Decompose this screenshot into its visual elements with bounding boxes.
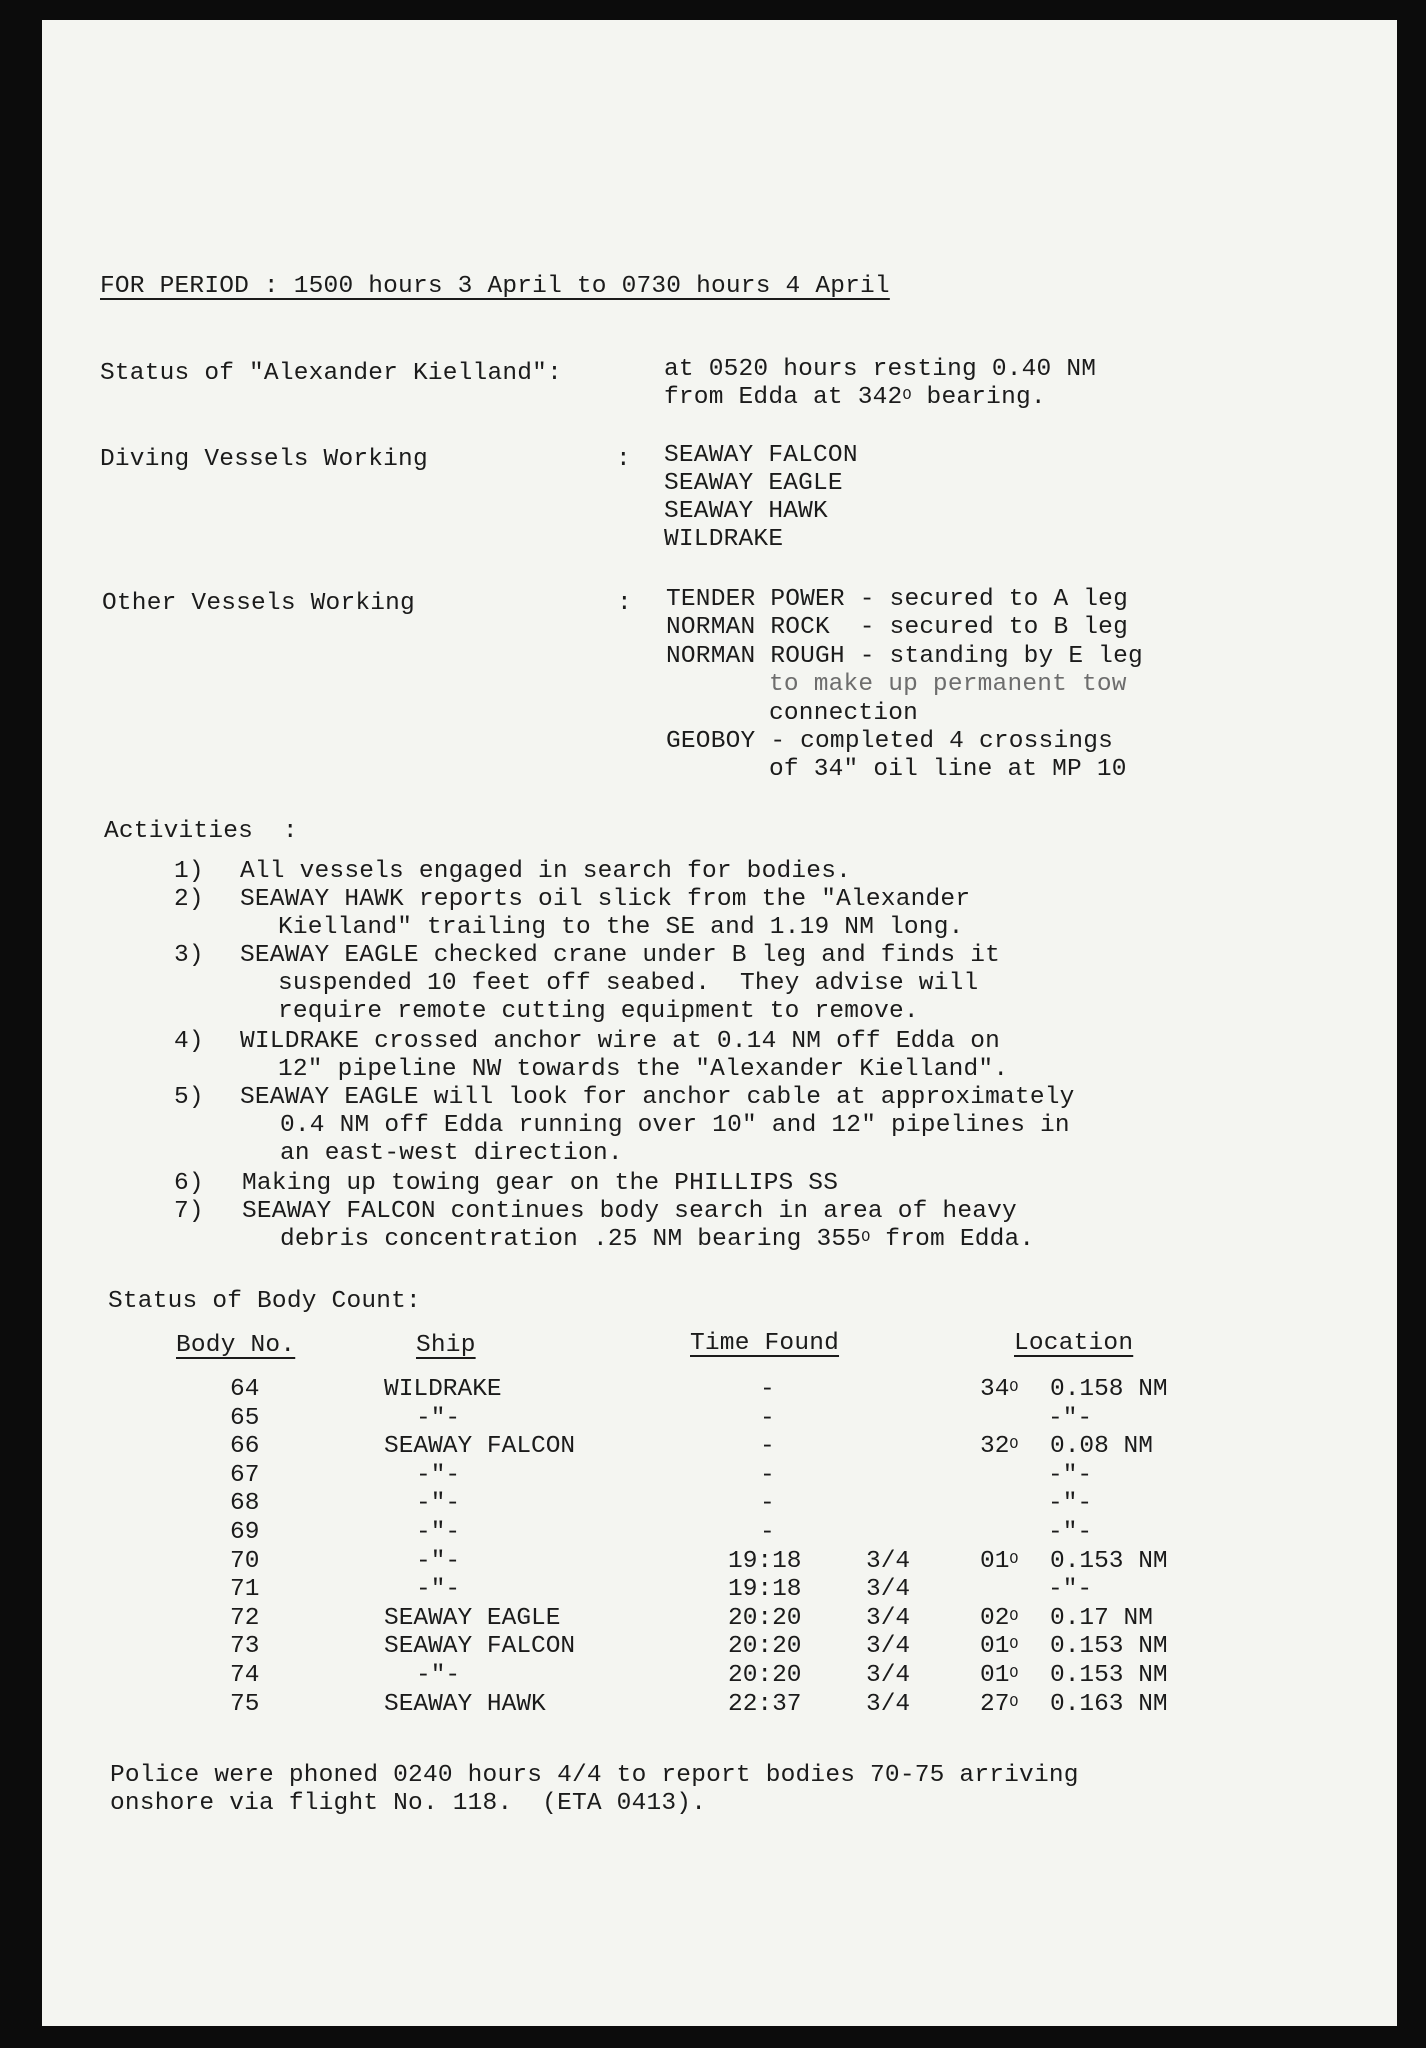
ship-name: -"- <box>416 1519 461 1546</box>
diving-vessel-3: SEAWAY HAWK <box>664 498 828 525</box>
activity-number: 4) <box>174 1028 204 1055</box>
column-header-time-found: Time Found <box>690 1330 840 1357</box>
activity-line: Making up towing gear on the PHILLIPS SS <box>242 1170 839 1197</box>
ship-name: WILDRAKE <box>384 1376 502 1403</box>
column-header-location: Location <box>1014 1330 1134 1357</box>
body-number: 69 <box>230 1519 260 1546</box>
activity-number: 2) <box>174 886 204 913</box>
location-bearing: $27^O$ <box>980 1690 1019 1718</box>
ship-name: -"- <box>416 1404 461 1432</box>
diving-vessels-label: Diving Vessels Working <box>100 446 428 473</box>
ship-name: -"- <box>416 1461 461 1489</box>
time-found: - <box>760 1519 775 1546</box>
location-distance: 0.153 NM <box>1050 1547 1168 1575</box>
other-vessel-line-6: GEOBOY - completed 4 crossings <box>666 728 1114 755</box>
time-found: 19:18 <box>728 1576 802 1604</box>
activity-line: require remote cutting equipment to remove. <box>278 998 919 1025</box>
other-vessel-line-4: to make up permanent tow <box>769 671 1127 698</box>
location-bearing: $01^O$ <box>980 1633 1019 1661</box>
degree-symbol: O <box>1009 1665 1019 1682</box>
activity-line: SEAWAY FALCON continues body search in area of heavy <box>242 1198 1017 1225</box>
date-found: 3/4 <box>866 1662 911 1689</box>
activity-line: suspended 10 feet off seabed. They advise will <box>278 970 979 997</box>
other-vessel-line-3: NORMAN ROUGH - standing by E leg <box>666 643 1143 670</box>
time-found: - <box>760 1376 775 1403</box>
location-distance: 0.17 NM <box>1050 1604 1153 1632</box>
diving-vessels-colon: : <box>616 446 631 473</box>
time-found: - <box>760 1433 775 1461</box>
diving-vessel-4: WILDRAKE <box>664 526 784 553</box>
body-number: 70 <box>230 1547 260 1575</box>
other-vessel-line-1: TENDER POWER - secured to A leg <box>666 586 1128 613</box>
document-page <box>42 20 1397 2026</box>
activity-number: 6) <box>174 1170 204 1197</box>
activity-line: All vessels engaged in search for bodies. <box>240 858 851 885</box>
ship-name: SEAWAY HAWK <box>384 1690 546 1718</box>
period-heading: FOR PERIOD : 1500 hours 3 April to 0730 hours 4 April <box>100 273 890 300</box>
activity-line: debris concentration .25 NM bearing $355^O$ from Edda. <box>280 1226 1035 1253</box>
date-found: 3/4 <box>866 1604 911 1632</box>
activity-number: 5) <box>174 1084 204 1111</box>
location-distance: -"- <box>1048 1404 1093 1432</box>
body-number: 75 <box>230 1690 260 1718</box>
column-header-body-no: Body No. <box>176 1332 296 1359</box>
time-found: 20:20 <box>728 1662 802 1689</box>
location-bearing: $01^O$ <box>980 1662 1019 1689</box>
degree-symbol: O <box>861 1229 871 1246</box>
body-number: 65 <box>230 1404 260 1432</box>
ship-name: -"- <box>416 1490 461 1518</box>
activity-line: SEAWAY HAWK reports oil slick from the "Alexander <box>240 886 971 913</box>
activity-line: SEAWAY EAGLE will look for anchor cable at approximately <box>240 1084 1075 1111</box>
time-found: - <box>760 1404 775 1432</box>
body-number: 68 <box>230 1490 260 1518</box>
activity-line: 12" pipeline NW towards the "Alexander Kielland". <box>278 1056 1009 1083</box>
degree-symbol: O <box>1009 1636 1019 1654</box>
activity-number: 7) <box>174 1198 204 1225</box>
body-number: 71 <box>230 1576 260 1604</box>
location-distance: 0.158 NM <box>1050 1376 1168 1403</box>
body-number: 73 <box>230 1633 260 1661</box>
degree-symbol: O <box>1009 1379 1019 1396</box>
date-found: 3/4 <box>866 1547 911 1575</box>
other-vessel-line-2: NORMAN ROCK - secured to B leg <box>666 614 1128 641</box>
status-label: Status of "Alexander Kielland": <box>100 360 562 387</box>
location-distance: 0.153 NM <box>1050 1662 1168 1689</box>
degree-symbol: O <box>1009 1693 1019 1711</box>
body-number: 66 <box>230 1433 260 1461</box>
body-number: 72 <box>230 1604 260 1632</box>
location-distance: -"- <box>1048 1490 1093 1518</box>
location-bearing: $01^O$ <box>980 1547 1019 1575</box>
time-found: 20:20 <box>728 1633 802 1661</box>
location-distance: -"- <box>1048 1461 1093 1489</box>
location-distance: 0.08 NM <box>1050 1433 1153 1461</box>
ship-name: -"- <box>416 1576 461 1604</box>
location-distance: 0.163 NM <box>1050 1690 1168 1718</box>
activity-line: 0.4 NM off Edda running over 10" and 12" pipelines in <box>280 1112 1070 1139</box>
location-distance: 0.153 NM <box>1050 1633 1168 1661</box>
degree-symbol: O <box>1009 1607 1019 1625</box>
date-found: 3/4 <box>866 1690 911 1718</box>
location-distance: -"- <box>1048 1519 1093 1546</box>
ship-name: -"- <box>416 1662 461 1689</box>
activity-number: 3) <box>174 942 204 969</box>
activity-line: SEAWAY EAGLE checked crane under B leg and finds it <box>240 942 1001 969</box>
ship-name: SEAWAY FALCON <box>384 1433 576 1461</box>
activity-number: 1) <box>174 858 204 885</box>
status-line-2: from Edda at $342^O$ bearing. <box>664 384 1046 411</box>
activity-line: WILDRAKE crossed anchor wire at 0.14 NM off Edda on <box>240 1028 1001 1055</box>
activities-heading: Activities : <box>104 818 298 845</box>
degree-symbol: O <box>1009 1436 1019 1454</box>
ship-name: SEAWAY EAGLE <box>384 1604 561 1632</box>
other-vessel-line-5: connection <box>769 700 919 727</box>
ship-name: SEAWAY FALCON <box>384 1633 576 1661</box>
body-number: 67 <box>230 1461 260 1489</box>
ship-name: -"- <box>416 1547 461 1575</box>
activity-line: Kielland" trailing to the SE and 1.19 NM long. <box>278 914 964 941</box>
time-found: 22:37 <box>728 1690 802 1718</box>
location-bearing: $32^O$ <box>980 1433 1019 1461</box>
date-found: 3/4 <box>866 1633 911 1661</box>
location-distance: -"- <box>1048 1576 1093 1604</box>
body-number: 64 <box>230 1376 260 1403</box>
diving-vessel-1: SEAWAY FALCON <box>664 442 858 469</box>
column-header-ship: Ship <box>416 1332 476 1359</box>
location-bearing: $02^O$ <box>980 1604 1019 1632</box>
degree-symbol: O <box>1009 1550 1019 1568</box>
police-note-line-2: onshore via flight No. 118. (ETA 0413). <box>110 1790 707 1817</box>
other-vessels-colon: : <box>617 590 632 617</box>
location-bearing: $34^O$ <box>980 1376 1019 1403</box>
time-found: 20:20 <box>728 1604 802 1632</box>
time-found: - <box>760 1490 775 1518</box>
other-vessel-line-7: of 34" oil line at MP 10 <box>769 756 1127 783</box>
body-number: 74 <box>230 1662 260 1689</box>
diving-vessel-2: SEAWAY EAGLE <box>664 470 843 497</box>
time-found: - <box>760 1461 775 1489</box>
date-found: 3/4 <box>866 1576 911 1604</box>
time-found: 19:18 <box>728 1547 802 1575</box>
police-note-line-1: Police were phoned 0240 hours 4/4 to report bodies 70-75 arriving <box>110 1762 1079 1789</box>
activity-line: an east-west direction. <box>280 1140 623 1167</box>
status-line-1: at 0520 hours resting 0.40 NM <box>664 356 1097 383</box>
body-count-heading: Status of Body Count: <box>108 1288 421 1315</box>
other-vessels-label: Other Vessels Working <box>102 590 415 617</box>
degree-symbol: O <box>902 387 912 404</box>
